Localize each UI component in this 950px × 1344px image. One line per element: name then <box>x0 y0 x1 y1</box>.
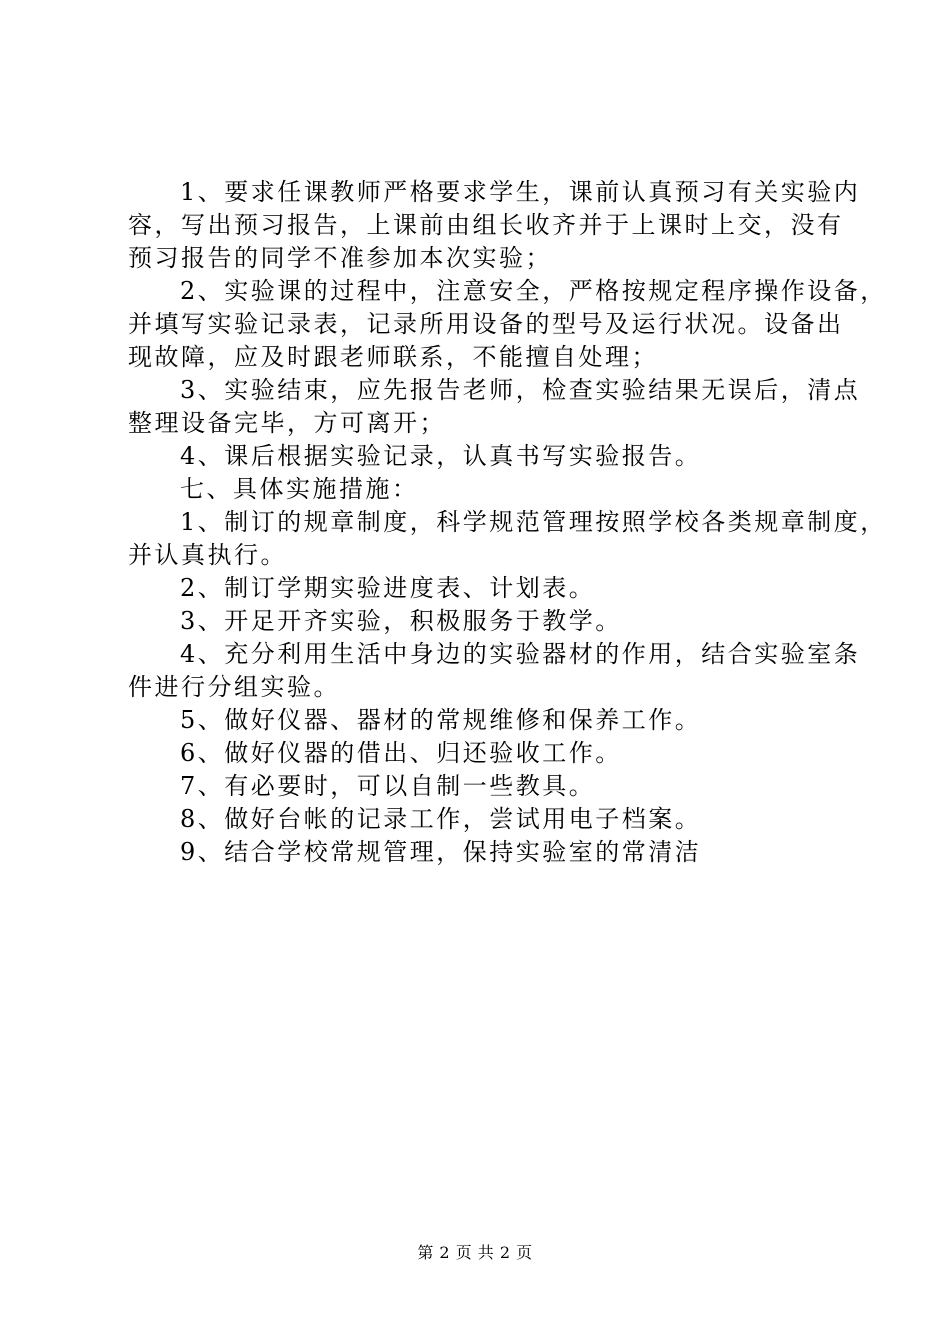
text-line: 3、开足开齐实验，积极服务于教学。 <box>180 607 622 635</box>
text-line: 9、结合学校常规管理，保持实验室的常清洁 <box>180 838 702 866</box>
paragraph <box>128 803 840 836</box>
text-line: 并填写实验记录表，记录所用设备的型号及运行状况。设备出 <box>128 310 844 338</box>
text-line: 2、制订学期实验进度表、计划表。 <box>180 574 596 602</box>
text-line: 2、实验课的过程中，注意安全，严格按规定程序操作设备， <box>180 277 887 305</box>
text-line: 7、有必要时，可以自制一些教具。 <box>180 772 596 800</box>
page-number-footer: 第 2 页 共 2 页 <box>417 1243 533 1262</box>
text-line: 容，写出预习报告，上课前由组长收齐并于上课时上交，没有 <box>128 211 844 239</box>
text-line: 七、具体实施措施： <box>180 475 419 503</box>
paragraph <box>128 605 840 638</box>
text-line: 6、做好仪器的借出、归还验收工作。 <box>180 739 622 767</box>
paragraph <box>128 770 840 803</box>
text-line: 5、做好仪器、器材的常规维修和保养工作。 <box>180 706 702 734</box>
text-line: 件进行分组实验。 <box>128 673 340 701</box>
text-line: 4、充分利用生活中身边的实验器材的作用，结合实验室条 <box>180 640 861 668</box>
paragraph <box>128 836 840 869</box>
paragraph <box>128 737 840 770</box>
text-line: 现故障，应及时跟老师联系，不能擅自处理； <box>128 343 658 371</box>
section-heading <box>128 473 840 506</box>
paragraph <box>128 506 887 572</box>
text-line: 预习报告的同学不准参加本次实验； <box>128 244 552 272</box>
text-line: 4、课后根据实验记录，认真书写实验报告。 <box>180 442 702 470</box>
paragraph <box>128 638 861 704</box>
paragraph <box>128 572 840 605</box>
paragraph <box>128 275 887 374</box>
text-line: 1、制订的规章制度，科学规范管理按照学校各类规章制度， <box>180 508 887 536</box>
paragraph <box>128 440 840 473</box>
paragraph <box>128 704 840 737</box>
paragraph <box>128 374 861 440</box>
text-line: 8、做好台帐的记录工作，尝试用电子档案。 <box>180 805 702 833</box>
text-line: 1、要求任课教师严格要求学生，课前认真预习有关实验内 <box>180 178 861 206</box>
paragraph <box>128 176 861 275</box>
document-body <box>128 176 887 869</box>
text-line: 并认真执行。 <box>128 541 287 569</box>
text-line: 整理设备完毕，方可离开； <box>128 409 446 437</box>
text-line: 3、实验结束，应先报告老师，检查实验结果无误后，清点 <box>180 376 861 404</box>
